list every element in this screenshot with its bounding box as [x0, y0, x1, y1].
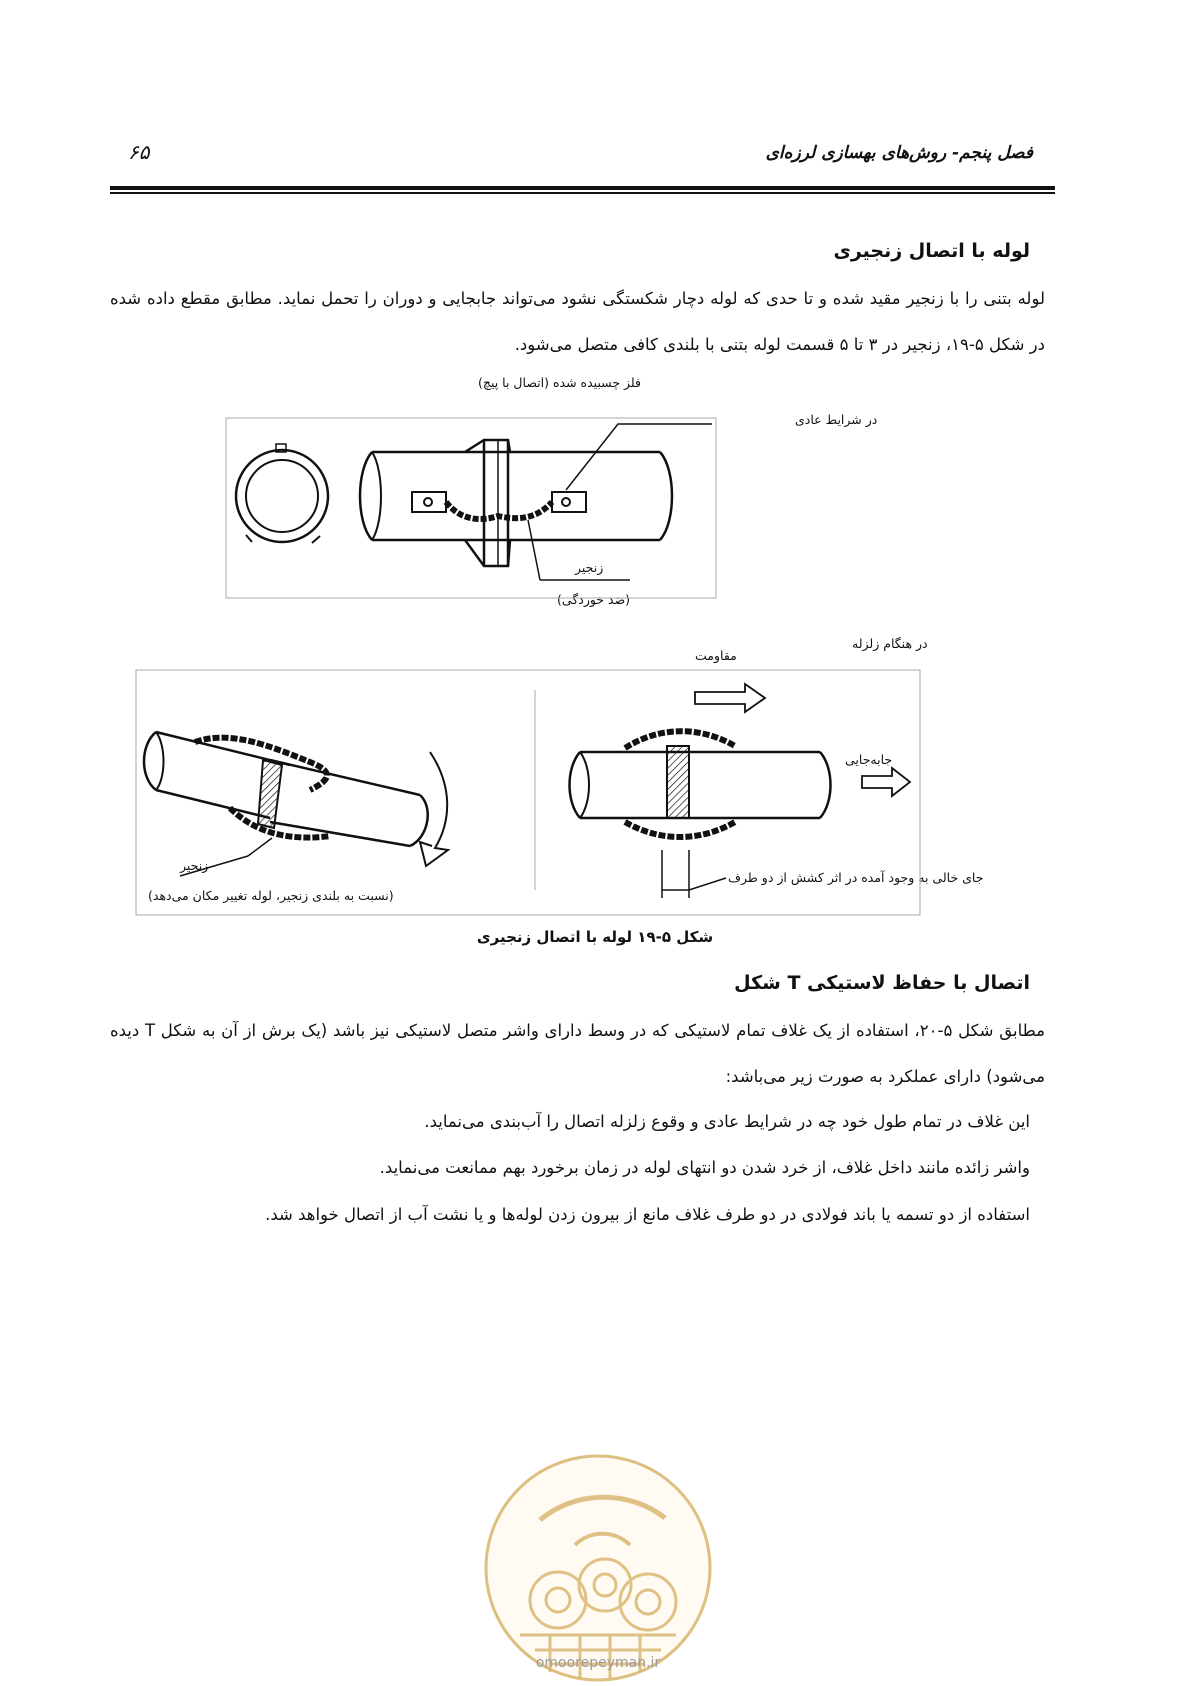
section-paragraph-chain-joint: لوله بتنی را با زنجیر مقید شده و تا حدی که لوله دچار شکستگی نشود می‌تواند جابجایی و دوران را تحمل نماید. مطابق مقطع داده شده در شکل ۵-۱۹، زنجیر در ۳ تا ۵ قسمت لوله بتنی با بلندی کافی متصل می‌شود. — [110, 289, 1045, 354]
chapter-title: فصل پنجم- روش‌های بهسازی لرزه‌ای — [765, 143, 1033, 163]
list-item-2: واشر زائده مانند داخل غلاف، از خرد شدن دو انتهای لوله در زمان برخورد بهم ممانعت می‌نماید. — [379, 1158, 1030, 1177]
figure-label-resistance: مقاومت — [695, 648, 737, 663]
list-item-1: این غلاف در تمام طول خود چه در شرایط عادی و وقوع زلزله اتصال را آب‌بندی می‌نماید. — [424, 1112, 1030, 1131]
watermark-url: omoorepeyman.ir — [535, 1655, 661, 1671]
figure-label-gap: جای خالی به وجود آمده در اثر کشش از دو طرف — [728, 870, 984, 885]
page-number: ۶۵ — [128, 140, 150, 164]
figure-label-bolted-metal: فلز چسبیده شده (اتصال با پیچ) — [478, 375, 642, 390]
section-paragraph-t-rubber: مطابق شکل ۵-۲۰، استفاده از یک غلاف تمام لاستیکی که در وسط دارای واشر متصل لاستیکی نیز باشد (یک برش از آن به شکل T دیده می‌شود) دارای عملکرد به صورت زیر می‌باشد: — [110, 1021, 1045, 1086]
figure-label-chain-bottom: زنجیر — [180, 858, 209, 873]
figure-caption: شکل ۵-۱۹ لوله با اتصال زنجیری — [476, 928, 714, 946]
list-item-3: استفاده از دو تسمه یا باند فولادی در دو طرف غلاف مانع از بیرون زدن لوله‌ها و یا نشت آب از اتصال خواهد شد. — [265, 1205, 1030, 1224]
section-heading-chain-joint: لوله با اتصال زنجیری — [833, 240, 1030, 262]
logo-seal-icon — [480, 1450, 716, 1686]
figure-label-displacement: جابه‌جایی — [845, 752, 893, 767]
figure-label-normal-conditions: در شرایط عادی — [795, 412, 878, 427]
figure-label-chain-note: (نسبت به بلندی زنجیر، لوله تغییر مکان می‌دهد) — [148, 888, 394, 903]
section-heading-t-rubber: اتصال با حفاظ لاستیکی T شکل — [734, 972, 1030, 994]
figure-label-during-earthquake: در هنگام زلزله — [852, 636, 928, 651]
figure-label-chain-top: زنجیر — [575, 560, 604, 575]
watermark-logo — [480, 1450, 716, 1686]
figure-label-anticorrosion: (ضد خوردگی) — [557, 592, 631, 607]
